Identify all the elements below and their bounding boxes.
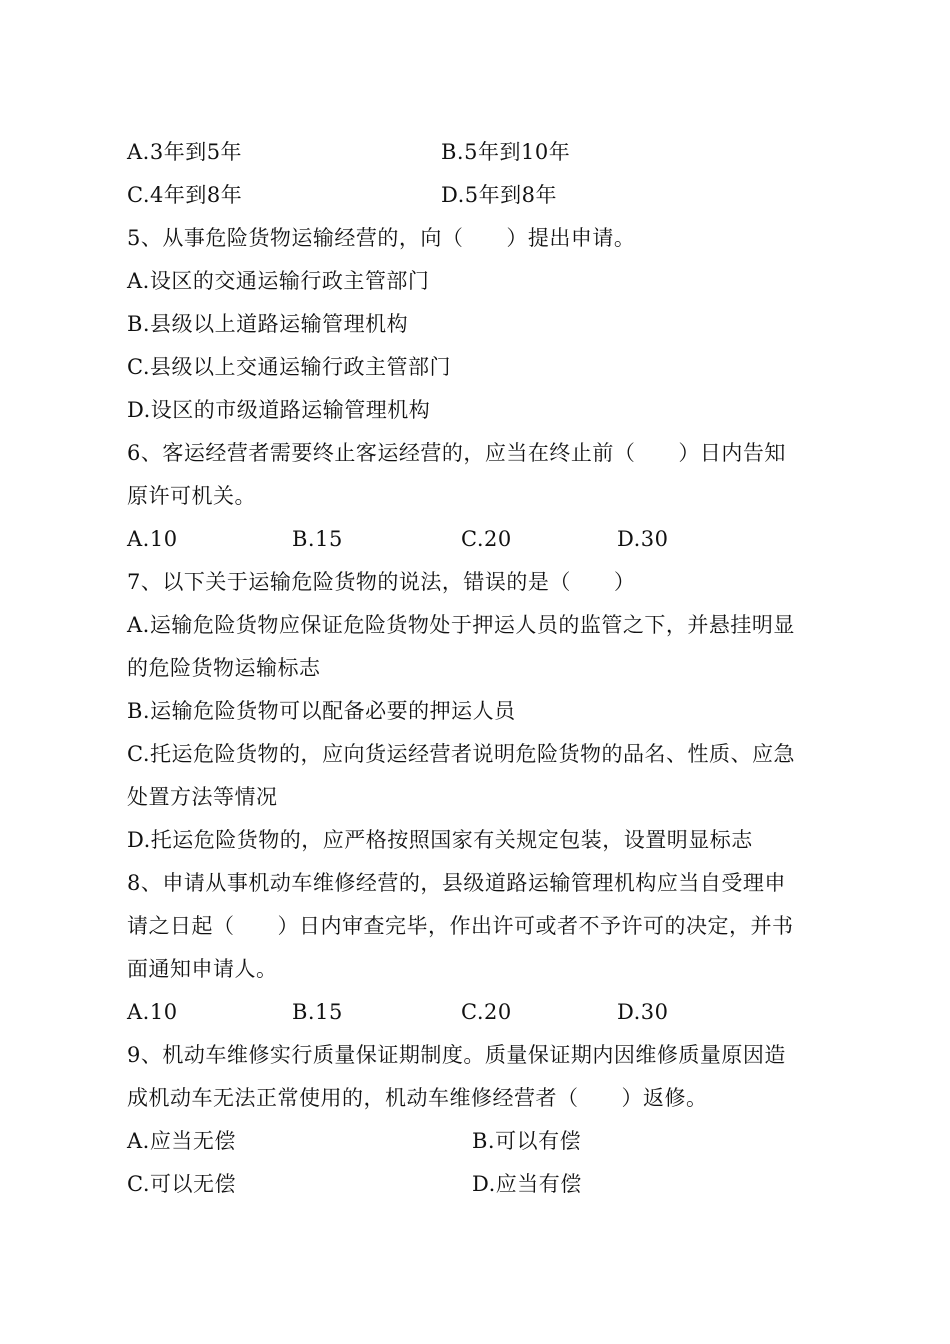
q4-option-b: B.5年到10年 [441, 140, 571, 164]
q6-option-c: C.20 [461, 527, 512, 551]
q5-option-c: C.县级以上交通运输行政主管部门 [127, 355, 451, 379]
q8-stem-line-3: 面通知申请人。 [127, 957, 278, 981]
q6-option-b: B.15 [292, 527, 343, 551]
q7-option-b: B.运输危险货物可以配备必要的押运人员 [127, 699, 516, 723]
q9-stem-line-2: 成机动车无法正常使用的，机动车维修经营者（ ）返修。 [127, 1086, 708, 1110]
q6-option-a: A.10 [127, 527, 178, 551]
q4-option-a: A.3年到5年 [127, 140, 243, 164]
q8-option-d: D.30 [617, 1000, 669, 1024]
q8-option-c: C.20 [461, 1000, 512, 1024]
q5-stem: 5、从事危险货物运输经营的，向（ ）提出申请。 [127, 226, 636, 250]
q8-option-a: A.10 [127, 1000, 178, 1024]
q6-option-d: D.30 [617, 527, 669, 551]
q9-option-c: C.可以无偿 [127, 1172, 236, 1196]
q9-stem-line-1: 9、机动车维修实行质量保证期制度。质量保证期内因维修质量原因造 [127, 1043, 786, 1067]
q6-stem-line-1: 6、客运经营者需要终止客运经营的，应当在终止前（ ）日内告知 [127, 441, 786, 465]
q9-option-d: D.应当有偿 [472, 1172, 582, 1196]
q8-option-b: B.15 [292, 1000, 343, 1024]
q7-option-d: D.托运危险货物的，应严格按照国家有关规定包装，设置明显标志 [127, 828, 753, 852]
q7-stem: 7、以下关于运输危险货物的说法，错误的是（ ） [127, 570, 636, 594]
q8-stem-line-2: 请之日起（ ）日内审查完毕，作出许可或者不予许可的决定，并书 [127, 914, 794, 938]
q5-option-a: A.设区的交通运输行政主管部门 [127, 269, 430, 293]
q7-option-c-line-1: C.托运危险货物的，应向货运经营者说明危险货物的品名、性质、应急 [127, 742, 795, 766]
q8-stem-line-1: 8、申请从事机动车维修经营的，县级道路运输管理机构应当自受理申 [127, 871, 786, 895]
q7-option-a-line-2: 的危险货物运输标志 [127, 656, 321, 680]
q9-option-b: B.可以有偿 [472, 1129, 582, 1153]
q5-option-d: D.设区的市级道路运输管理机构 [127, 398, 431, 422]
q5-option-b: B.县级以上道路运输管理机构 [127, 312, 409, 336]
q9-option-a: A.应当无偿 [127, 1129, 236, 1153]
q4-option-c: C.4年到8年 [127, 183, 243, 207]
q6-stem-line-2: 原许可机关。 [127, 484, 256, 508]
q7-option-a-line-1: A.运输危险货物应保证危险货物处于押运人员的监管之下，并悬挂明显 [127, 613, 795, 637]
q7-option-c-line-2: 处置方法等情况 [127, 785, 278, 809]
q4-option-d: D.5年到8年 [441, 183, 557, 207]
